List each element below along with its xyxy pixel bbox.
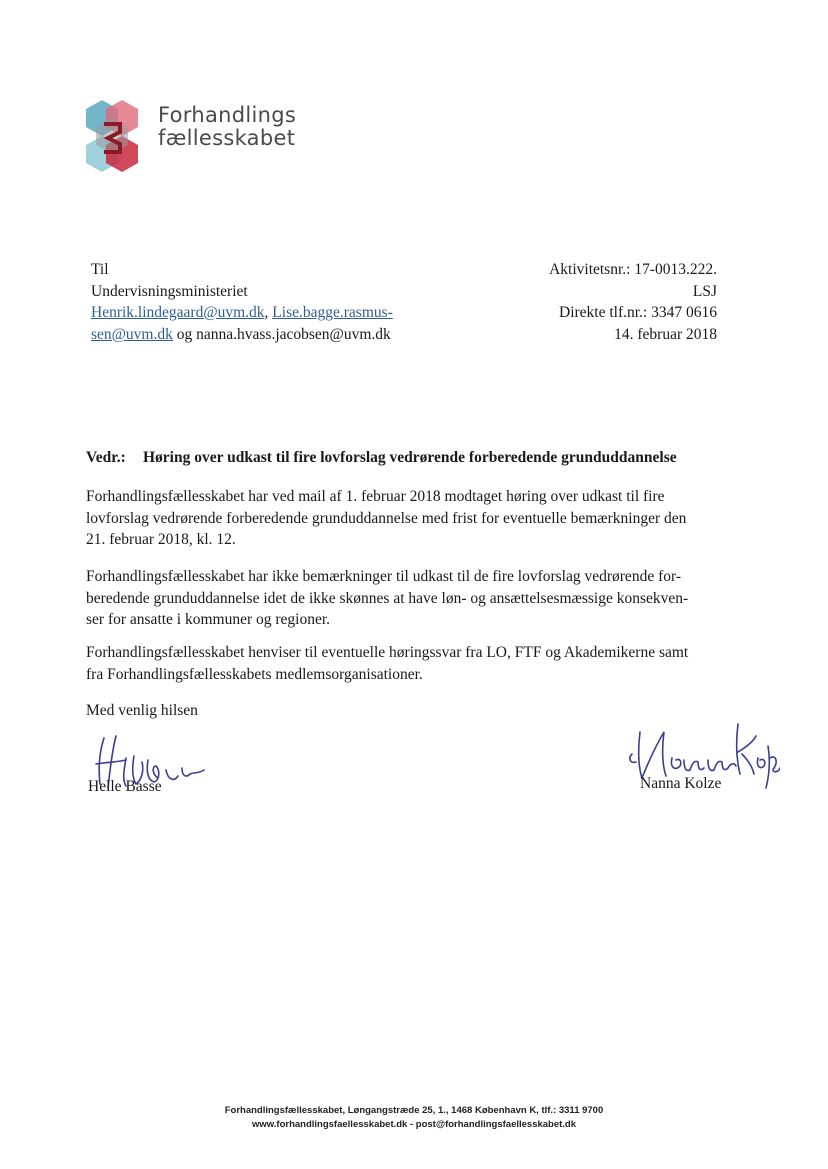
paragraph-line: Forhandlingsfællesskabet har ikke bemærkninger til udkast til de fire lovforslag vedrørende for- [86,568,681,585]
email-link-henrik[interactable]: Henrik.lindegaard@uvm.dk [91,304,265,321]
logo-line-2: fællesskabet [158,126,296,150]
initials: LSJ [692,282,717,300]
footer-contact: www.forhandlingsfaellesskabet.dk - post@forhandlingsfaellesskabet.dk [251,1119,577,1130]
closing-text: Med venlig hilsen [86,702,198,719]
paragraph-line: fra Forhandlingsfællesskabets medlemsorganisationer. [86,665,423,683]
paragraph-line: ser for ansatte i kommuner og regioner. [86,611,331,628]
subject-line [86,449,746,467]
recipient-organization: Undervisningsministeriet [91,282,248,300]
reference-block [549,259,717,345]
paragraph-line: lovforslag vedrørende forberedende grunduddannelse med frist for eventuelle bemærkninger den [86,509,687,527]
paragraph-1 [86,486,730,551]
direct-phone: Direkte tlf.nr.: 3347 0616 [559,304,717,321]
paragraph-line: Forhandlingsfællesskabet henviser til eventuelle høringssvar fra LO, FTF og Akademikerne samt [86,644,689,661]
subject-prefix: Vedr.: [86,449,126,466]
footer-address: Forhandlingsfællesskabet, Løngangstræde 25, 1., 1468 København K, tlf.: 3311 9700 [224,1105,604,1116]
paragraph-3 [86,642,730,685]
email-link-lise-part1[interactable]: Lise.bagge.rasmus- [272,304,393,321]
email-link-lise-part2[interactable]: sen@uvm.dk [91,325,173,343]
recipient-block [91,259,393,345]
recipient-email-line-1 [91,302,393,324]
activity-number: Aktivitetsnr.: 17-0013.222. [549,261,717,278]
to-label: Til [91,261,109,278]
signatory-left-name: Helle Basse [88,778,162,795]
letter-date: 14. februar 2018 [614,325,717,343]
signatory-right-name: Nanna Kolze [640,775,722,792]
page-footer [0,1104,828,1132]
paragraph-line: 21. februar 2018, kl. 12. [86,531,236,548]
logo-line-1: Forhandlings [158,103,297,127]
recipient-email-line-2 [91,324,393,346]
organization-logo [84,98,324,176]
email-nanna-text: og nanna.hvass.jacobsen@uvm.dk [172,325,391,343]
paragraph-line: beredende grunduddannelse idet de ikke skønnes at have løn- og ansættelsesmæssige konsekven- [86,589,689,607]
paragraph-line: Forhandlingsfællesskabet har ved mail af 1. februar 2018 modtaget høring over udkast til fire [86,488,665,505]
paragraph-2 [86,566,730,631]
email-separator: , [264,304,273,321]
hexagon-logo-icon [84,98,154,176]
subject-text: Høring over udkast til fire lovforslag vedrørende forberedende grunduddannelse [143,449,677,466]
logo-wordmark [158,104,296,150]
